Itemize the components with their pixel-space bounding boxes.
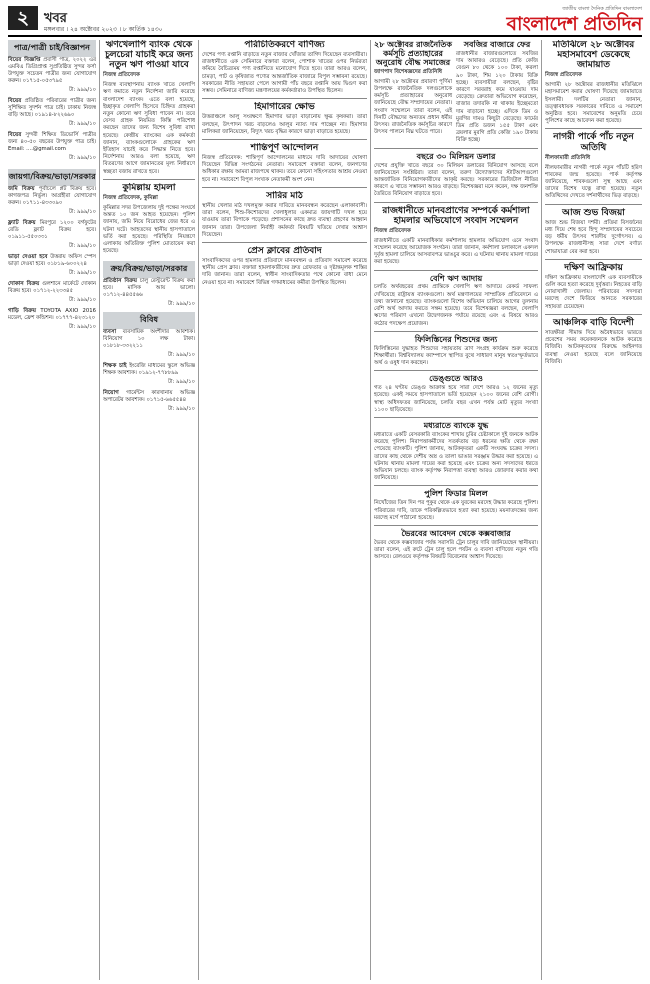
story-body: স্থানীয় খেলার মাঠ দখলমুক্ত করার দাবিতে মানববন্ধন করেছেন এলাকাবাসী। তারা বলেন, শিশু-কিশোরদের খেলাধুলার একমাত্র জায়গাটি দখল হয়ে যাওয়ায় তারা বিপাকে পড়েছে। প্রশাসনের কাছে দ্রুত ব্যবস্থা গ্রহণের আহ্বান জানান তারা। উপজেলা নির্বাহী কর্মকর্তা বিষয়টি খতিয়ে দেখার আশ্বাস দিয়েছেন।: [202, 202, 367, 238]
story-body: উত্তরাঞ্চলে আলু সংরক্ষণে হিমাগার ভাড়া বাড়ানোয় ক্ষুব্ধ কৃষকরা। তারা বলছেন, উৎপাদন খরচ বাড়লেও আলুর ন্যায্য দাম পাচ্ছেন না। হিমাগার মালিকরা জানিয়েছেন, বিদ্যুৎ খরচ বৃদ্ধির কারণে ভাড়া বাড়াতে হয়েছে।: [202, 114, 367, 135]
news-story[interactable]: [374, 529, 538, 562]
story-headline[interactable]: শান্তিপূর্ণ আন্দোলন: [250, 142, 319, 153]
ad-price: টা: ৯৯৯/১০: [168, 352, 195, 359]
column-divider: [99, 40, 100, 980]
story-body: নীলফামারীর নাগরী পার্কে নতুন পাঁচটি হরিণ শাবকের জন্ম হয়েছে। পার্ক কর্তৃপক্ষ জানিয়েছে, শাবকগুলো সুস্থ আছে এবং তাদের বিশেষ যত্নে রাখা হয়েছে। নতুন অতিথিদের দেখতে দর্শনার্থীদের ভিড় বাড়ছে।: [545, 164, 642, 200]
news-story[interactable]: [374, 421, 538, 482]
story-headline[interactable]: ফিলিস্তিনের শিশুদের জন্য: [414, 333, 498, 344]
story-headline[interactable]: মধ্যরাতে ব্যাংকে যুদ্ধ: [423, 420, 489, 431]
story-headline[interactable]: কুমিল্লায় হামলা: [122, 182, 176, 193]
story-headline[interactable]: ২৮ অক্টোবর রাজনৈতিক কর্মসূচি প্রত্যাহারের অনুরোধ বৌদ্ধ সমাজের: [374, 40, 453, 67]
top-stories-row: [374, 40, 538, 145]
news-story[interactable]: [103, 40, 195, 176]
ad-title: ফ্ল্যাট বিক্রয়: [8, 220, 36, 226]
ad-price: টা: ৯৯৯/১০: [69, 243, 96, 249]
story-byline: নিজস্ব প্রতিবেদক: [103, 72, 140, 79]
story-body: ফিলিস্তিনের যুদ্ধাহত শিশুদের সহায়তায় ত্রাণ সংগ্রহ কার্যক্রম শুরু করেছে শিক্ষার্থীরা। বিশ্ববিদ্যালয় ক্যাম্পাসে স্থাপিত বুথে সাধারণ মানুষ স্বতঃস্ফূর্তভাবে অর্থ ও ওষুধ দান করছেন।: [374, 345, 538, 367]
story-separator: [374, 202, 538, 203]
ad-title: ব্যবসা: [103, 329, 117, 336]
story-separator: [545, 204, 642, 205]
story-headline[interactable]: পরিচিতিকরণে বাণিজ্য: [244, 40, 325, 50]
column-three: [202, 40, 367, 978]
ad-text: সুন্দরী শিক্ষিত ডিভোর্সি পাত্রীর জন্য ৪০-৫০ বছরের উপযুক্ত পাত্র চাই। Email: ....@gmail.com: [8, 132, 96, 152]
story-separator: [545, 128, 642, 129]
news-story[interactable]: [202, 246, 367, 287]
news-story[interactable]: [202, 40, 367, 95]
classified-ad: [8, 132, 96, 163]
classified-header: বিবিধ: [103, 312, 195, 329]
ad-price: টা: ৯৯৯/১০: [69, 155, 96, 161]
story-separator: [545, 314, 642, 315]
classified-header: ক্রয়/বিক্রয়/ভাড়া/সরকার: [103, 261, 195, 278]
story-separator: [202, 139, 367, 140]
story-body: আজ শুভ বিজয়া দশমী। প্রতিমা বিসর্জনের মধ্য দিয়ে শেষ হবে হিন্দু সম্প্রদায়ের সবচেয়ে বড় ধর্মীয় উৎসব শারদীয় দুর্গোৎসব। এ উপলক্ষে রাজধানীসহ সারা দেশে বর্ণাঢ্য শোভাযাত্রা বের করা হবে।: [545, 219, 642, 255]
story-body: মধ্যরাতে একটি বেসরকারি ব্যাংকের শাখায় চুরির চেষ্টাকালে দুই জনকে আটক করেছে পুলিশ। নিরাপত্তাকর্মীদের সতর্কতায় বড় ধরনের ক্ষতি থেকে রক্ষা পেয়েছে ব্যাংকটি। পুলিশ জানায়, আটককৃতরা একটি সংঘবদ্ধ চক্রের সদস্য। তাদের কাছ থেকে দেশীয় অস্ত্র ও তালা ভাঙার সরঞ্জাম উদ্ধার করা হয়েছে। এ ঘটনায় থানায় মামলা দায়ের করা হয়েছে এবং চক্রের অন্য সদস্যদের ধরতে অভিযান চলছে। ব্যাংক কর্তৃপক্ষ নিরাপত্তা ব্যবস্থা আরও জোরদার করার কথা জানিয়েছে।: [374, 431, 538, 482]
news-story[interactable]: [374, 40, 452, 145]
classified-ad: [8, 186, 96, 217]
ad-text: ইংরেজি মাধ্যমের স্কুলে অভিজ্ঞ শিক্ষক আবশ্যক। ০১৯১২-৭৭৮৮৯৯: [103, 363, 195, 377]
classified-ad: [8, 281, 96, 305]
classified-ad: [8, 57, 96, 95]
story-body: রাজধানীর বাজারগুলোতে সবজির দাম আবারও বেড়েছে। প্রতি কেজি বেগুন ৮০ থেকে ১০০ টাকা, করলা ৯০ টাকা, শিম ১২০ টাকায় বিক্রি হচ্ছে। ব্যবসায়ীরা বলছেন, বৃষ্টির কারণে সরবরাহ কমে যাওয়ায় দাম বেড়েছে। ক্রেতারা অভিযোগ করেছেন, বাজার তদারকি না থাকায় ইচ্ছেমতো দাম বাড়ানো হচ্ছে। এদিকে ডিম ও মুরগির দামও কিছুটা বেড়েছে। ফার্মের ডিম প্রতি ডজন ১৫৫ টাকা এবং ব্রয়লার মুরগি প্রতি কেজি ১৯০ টাকায় বিক্রি হচ্ছে।: [456, 50, 538, 144]
story-headline[interactable]: রাজধানীতে মানবপ্রাণের সম্পর্কে কর্মশালা হামলার অভিযোগে সংবাদ সম্মেলন: [382, 205, 530, 226]
classified-ad: [8, 220, 96, 251]
news-story[interactable]: [202, 191, 367, 239]
column-two: [103, 40, 195, 978]
logo-tagline: জাতীয় বাংলা দৈনিক প্রতিদিন বাংলাদেশ: [562, 6, 642, 12]
story-byline: জাগপাদ বিশেষজ্ঞদের প্রতিনিধি: [374, 68, 443, 75]
story-headline[interactable]: ডেঙ্গুতে আরও: [429, 373, 483, 384]
news-story[interactable]: [374, 489, 538, 522]
story-separator: [545, 259, 642, 260]
ad-text: মিরপুরে ১২০০ বর্গফুটের রেডি ফ্ল্যাট বিক্রয় হবে। ০১৯১১-৫৫০৩৩১: [8, 220, 96, 240]
story-byline: নিজস্ব প্রতিবেদক, কুমিল্লা: [103, 194, 158, 201]
column-divider: [541, 40, 542, 980]
story-headline[interactable]: দক্ষিণ আফ্রিকায়: [564, 262, 623, 273]
ad-title: প্রতিষ্ঠান বিক্রয়: [103, 278, 138, 285]
story-separator: [374, 331, 538, 332]
story-separator: [374, 270, 538, 271]
story-headline[interactable]: ভৈরবের আবেদন থেকে কক্সবাজার: [401, 527, 511, 538]
classified-ad: [103, 390, 195, 414]
column-divider: [198, 40, 199, 980]
story-body: দক্ষিণ আফ্রিকায় বাংলাদেশি এক ব্যবসায়ীকে গুলি করে হত্যা করেছে দুর্বৃত্তরা। নিহতের বাড়ি নোয়াখালী জেলায়। পরিবারের সদস্যরা মরদেহ দেশে ফিরিয়ে আনতে সরকারের সহায়তা চেয়েছেন।: [545, 274, 642, 310]
story-body: দেশের পণ্য রপ্তানি বাড়াতে নতুন বাজার খোঁজার তাগিদ দিয়েছেন ব্যবসায়ীরা। রাজধানীতে এক সেমিনারে বক্তারা বলেন, পোশাক খাতের ওপর নির্ভরতা কমিয়ে বৈচিত্র্যময় পণ্য রপ্তানিতে মনোযোগ দিতে হবে। তারা আরও বলেন, চামড়া, পাট ও কৃষিজাত পণ্যের আন্তর্জাতিক বাজারে বিপুল সম্ভাবনা রয়েছে। সরকারের নীতি সহায়তা পেলে আগামী পাঁচ বছরে রপ্তানি আয় দ্বিগুণ করা সম্ভব। সেমিনারে বাণিজ্য মন্ত্রণালয়ের কর্মকর্তারাও উপস্থিত ছিলেন।: [202, 52, 367, 95]
ad-price: টা: ৯৯৯/১০: [69, 270, 96, 276]
story-headline[interactable]: সারির মাঠ: [266, 190, 303, 201]
ad-text: TOYOTA AXIO 2016 মডেল, ফ্রেশ কন্ডিশন। ০১৭৭৭-৪২৩১২০: [8, 308, 96, 321]
news-story[interactable]: [103, 183, 195, 256]
ad-text: পূর্বাচলে প্লট বিক্রয় হবে। কাগজপত্র নির্ভুল। আগ্রহীরা যোগাযোগ করুন। ০১৭১১-৪৩৩০৯০: [8, 186, 96, 206]
story-separator: [374, 148, 538, 149]
column-divider: [370, 40, 371, 980]
classified-ad: [103, 329, 195, 360]
story-body: নিজস্ব ব্যবস্থাপনায় ব্যাংক খাতে খেলাপি ঋণ কমাতে নতুন নির্দেশনা জারি করেছে বাংলাদেশ ব্যাংক। এতে বলা হয়েছে, ইচ্ছাকৃত খেলাপি হিসেবে চিহ্নিত গ্রাহকরা নতুন কোনো ঋণ সুবিধা পাবেন না। তবে যেসব গ্রাহক নিয়মিত কিস্তি পরিশোধ করছেন তাদের জন্য বিশেষ সুবিধা রাখা হয়েছে। কেন্দ্রীয় ব্যাংকের এক কর্মকর্তা জানান, ব্যাংকগুলোকে গ্রাহকের ঋণ ইতিহাস যাচাই করে সিদ্ধান্ত নিতে হবে। নির্দেশনায় আরও বলা হয়েছে, ঋণ বিতরণের আগে জামানতের মূল্য নির্ধারণে স্বচ্ছতা বজায় রাখতে হবে।: [103, 82, 195, 175]
ad-text: ব্যবসায়িক অংশীদার আবশ্যক। বিনিয়োগ ১০ লক্ষ টাকা। ০১৮১৮-৩৩২২১১: [103, 329, 195, 350]
story-body: আগামী ২৮ অক্টোবর প্রবারণা পূর্ণিমা উপলক্ষে রাজনৈতিক দলগুলোকে কর্মসূচি প্রত্যাহারের অনুরোধ জানিয়েছে বৌদ্ধ সম্প্রদায়ের নেতারা। সংবাদ সম্মেলনে তারা বলেন, এই দিনটি বৌদ্ধদের অন্যতম প্রধান ধর্মীয় উৎসব। রাজনৈতিক কর্মসূচির কারণে উৎসব পালনে বিঘ্ন ঘটতে পারে।: [374, 78, 452, 136]
story-headline[interactable]: হিমাগারের ক্ষোভ: [254, 102, 315, 113]
ad-title: জমি বিক্রয়: [8, 186, 35, 192]
story-body: কুমিল্লার সদর উপজেলায় দুই পক্ষের সংঘর্ষে অন্তত ১০ জন আহত হয়েছেন। পুলিশ জানায়, জমি নিয়ে বিরোধের জের ধরে এ ঘটনা ঘটে। আহতদের স্থানীয় হাসপাতালে ভর্তি করা হয়েছে। পরিস্থিতি নিয়ন্ত্রণে এলাকায় অতিরিক্ত পুলিশ মোতায়েন করা হয়েছে।: [103, 204, 195, 255]
masthead: [8, 6, 642, 35]
story-body: নিখোঁজের তিন দিন পর পুকুর থেকে এক যুবকের মরদেহ উদ্ধার করেছে পুলিশ। পরিবারের দাবি, তাকে পরিকল্পিতভাবে হত্যা করা হয়েছে। ময়নাতদন্তের জন্য মরদেহ মর্গে পাঠানো হয়েছে।: [374, 500, 538, 521]
story-separator: [374, 417, 538, 418]
story-headline[interactable]: ঋণখেলাপি ব্যাংক থেকে চুলচেরা যাচাই করে জন্য নতুন ঋণ পাওয়া যাবে: [105, 40, 193, 71]
ad-text: গুলশানে মার্কেটে দোকান বিক্রয় হবে। ০১৭১২-২২৩৩৪৫: [8, 281, 96, 294]
ad-price: টা: ৯৯৯/১০: [69, 297, 96, 303]
ad-title: দোকান বিক্রয়: [8, 281, 40, 287]
news-story[interactable]: [545, 208, 642, 256]
story-headline[interactable]: নাগরী পার্কে পাঁচ নতুন অতিথি: [553, 132, 634, 153]
story-headline[interactable]: বেশি ঋণ আদায়: [429, 272, 483, 283]
story-body: ভৈরব থেকে কক্সবাজার পর্যন্ত সরাসরি ট্রেন চালুর দাবি জানিয়েছেন স্থানীয়রা। তারা বলেন, এই রুটে ট্রেন চালু হলে পর্যটন ও ব্যবসা বাণিজ্যে নতুন গতি আসবে। রেলওয়ে কর্তৃপক্ষ বিষয়টি বিবেচনার আশ্বাস দিয়েছে।: [374, 539, 538, 561]
ad-title: শিক্ষক চাই: [103, 363, 127, 370]
story-separator: [202, 187, 367, 188]
story-separator: [202, 242, 367, 243]
ad-price: টা: ৯৯৯/১০: [69, 209, 96, 215]
news-story[interactable]: [202, 102, 367, 136]
masthead-rule: [8, 35, 642, 37]
ad-price: টা: ৯৯৯/১০: [168, 379, 195, 386]
classified-header: পাত্র/পাত্রী চাই/বিজ্ঞাপন: [8, 40, 96, 57]
news-story[interactable]: [374, 152, 538, 199]
ad-price: টা: ৯৯৯/১০: [69, 324, 96, 330]
classified-ad: [103, 363, 195, 387]
classifieds-column: [8, 40, 96, 978]
story-headline[interactable]: আঞ্চলিক বাড়ি বিদেশী: [553, 317, 634, 328]
story-headline[interactable]: প্রেস ক্লাবের প্রতিবাদ: [247, 245, 322, 256]
story-byline: নীলফামারী প্রতিনিধি: [545, 154, 591, 161]
story-headline[interactable]: আজ শুভ বিজয়া: [562, 207, 625, 218]
story-body: রাজধানীতে একটি মানবাধিকার কর্মশালায় হামলার অভিযোগ এনে সংবাদ সম্মেলন করেছে আয়োজক সংগঠন। তারা জানান, কর্মশালা চলাকালে একদল দুর্বৃত্ত হামলা চালিয়ে আসবাবপত্র ভাঙচুর করে। এ ঘটনায় থানায় মামলা দায়ের করা হয়েছে।: [374, 237, 538, 266]
column-five: [545, 40, 642, 978]
story-body: আগামী ২৮ অক্টোবর রাজধানীর মতিঝিলে মহাসমাবেশ করার ঘোষণা দিয়েছে জামায়াতে ইসলামী। দলটির নেতারা জানান, তত্ত্বাবধায়ক সরকারের দাবিতে এ সমাবেশ অনুষ্ঠিত হবে। সমাবেশের অনুমতি চেয়ে পুলিশের কাছে আবেদন করা হয়েছে।: [545, 82, 642, 125]
story-separator: [103, 179, 195, 180]
news-story[interactable]: [374, 335, 538, 368]
ad-text: গার্মেন্টস কারখানায় অভিজ্ঞ অপারেটর আবশ্যক। ০১৭১৫-৬৬৫৫৪৪: [103, 390, 195, 404]
ad-title: নিয়োগ: [103, 390, 119, 397]
story-headline[interactable]: বছরে ৩০ মিলিয়ন ডলার: [416, 150, 496, 161]
ad-title: বিয়ের: [8, 132, 22, 138]
column-four: [374, 40, 538, 978]
news-story[interactable]: [456, 40, 538, 145]
ad-title: বিয়ের বিজ্ঞপ্তি: [8, 57, 41, 63]
classified-ad: [8, 98, 96, 129]
news-story[interactable]: [202, 143, 367, 184]
news-story[interactable]: [545, 318, 642, 366]
classified-header: জায়গা/বিক্রয়/ভাড়া/সরকার: [8, 169, 96, 186]
news-story[interactable]: [374, 206, 538, 267]
story-body: চলতি অর্থবছরের প্রথম প্রান্তিকে খেলাপি ঋণ আদায়ে রেকর্ড সাফল্য দেখিয়েছে রাষ্ট্রায়ত্ত ব্যাংকগুলো। অর্থ মন্ত্রণালয়ের সাম্প্রতিক প্রতিবেদনে এ তথ্য জানানো হয়েছে। ব্যাংকগুলো বিশেষ অভিযান চালিয়ে আগের তুলনায় বেশি অর্থ আদায় করতে সক্ষম হয়েছে। তবে বিশেষজ্ঞরা বলছেন, খেলাপি ঋণের পরিমাণ এখনো উদ্বেগজনক পর্যায়ে রয়েছে এবং এ বিষয়ে আরও কঠোর পদক্ষেপ প্রয়োজন।: [374, 284, 538, 327]
news-story[interactable]: [545, 40, 642, 125]
newspaper-logo[interactable]: [470, 6, 642, 35]
story-body: নিজস্ব প্রতিবেদক: শান্তিপূর্ণ আন্দোলনের মাধ্যমে দাবি আদায়ের ঘোষণা দিয়েছেন বিভিন্ন সংগঠনের নেতারা। সমাবেশে বক্তারা বলেন, জনগণের অধিকার রক্ষায় আমরা রাজপথে থাকব। তবে কোনো সহিংসতার আশ্রয় নেওয়া হবে না। সমাবেশে বিপুল সংখ্যক নেতাকর্মী অংশ নেন।: [202, 155, 367, 183]
page-number: ২: [8, 6, 38, 30]
story-body: সাতক্ষীরা সীমান্ত দিয়ে অবৈধভাবে ভারতে প্রবেশের সময় কয়েকজনকে আটক করেছে বিজিবি। আটককৃতদের বিরুদ্ধে আইনগত ব্যবস্থা নেওয়া হয়েছে বলে জানিয়েছে বিজিবি।: [545, 329, 642, 365]
story-separator: [374, 370, 538, 371]
classified-ad: [8, 254, 96, 278]
story-byline: নিজস্ব প্রতিবেদক: [374, 227, 411, 234]
section-name: খবর: [44, 11, 67, 26]
story-headline[interactable]: মতিঝিলে ২৮ অক্টোবর মহাসমাবেশ ডেকেছে জামায়াত: [552, 40, 635, 71]
ad-title: বিয়ের: [8, 98, 22, 104]
ad-text: প্রবাসী পাত্র, ২০২২ এর এমবিএ ডিগ্রিপ্রাপ্ত সুপ্রতিষ্ঠিত সুন্দর ফর্সা উপযুক্ত সচেতন পাত্রীর জন্য যোগাযোগ করুন। ০১৭১৫-০৫৩৭৯৫: [8, 57, 96, 84]
ad-text: চালু রেস্টুরেন্ট বিক্রয় করা হবে। মাসিক আয় ভালো। ০১৭১২-৪৪৫৫৬৬: [103, 278, 195, 299]
story-headline[interactable]: সবজির বাজারে ফের: [463, 40, 531, 49]
ad-price: টা: ৯৯৯/১০: [69, 121, 96, 127]
news-story[interactable]: [374, 274, 538, 328]
ad-text: প্রতিষ্ঠিত পরিবারের পাত্রীর জন্য সুশিক্ষিত সুদর্শন পাত্র চাই। ঢাকায় নিজস্ব বাড়ি আছে। ০১৯১৪-৮২২৬৯০: [8, 98, 96, 118]
ad-price: টা: ৯৯৯/১০: [69, 87, 96, 93]
classified-ad: [8, 308, 96, 332]
logo-text: বাংলাদেশ প্রতিদিন: [506, 13, 642, 35]
story-separator: [202, 98, 367, 99]
ad-title: গাড়ি বিক্রয়: [8, 308, 37, 314]
news-story[interactable]: [374, 374, 538, 414]
story-separator: [374, 485, 538, 486]
date-line: মঙ্গলবার । ২৪ অক্টোবর ২০২৩ । ৮ কার্তিক ১৪৩০: [44, 26, 163, 33]
story-body: সাংবাদিকদের ওপর হামলার প্রতিবাদে মানববন্ধন ও প্রতিবাদ সমাবেশ করেছে স্থানীয় প্রেস ক্লাব। বক্তারা হামলাকারীদের দ্রুত গ্রেফতার ও দৃষ্টান্তমূলক শাস্তির দাবি জানান। তারা বলেন, স্বাধীন সাংবাদিকতার পথে কোনো বাধা মেনে নেওয়া হবে না। সমাবেশে বিভিন্ন গণমাধ্যমের কর্মীরা উপস্থিত ছিলেন।: [202, 258, 367, 286]
story-separator: [374, 525, 538, 526]
ad-title: ভাড়া দেওয়া হবে: [8, 254, 48, 260]
story-body: দেশের প্রযুক্তি খাতে বছরে ৩০ মিলিয়ন ডলারের বিনিয়োগ আসছে বলে জানিয়েছেন সংশ্লিষ্টরা। তারা বলেন, তরুণ উদ্যোক্তাদের স্টার্টআপগুলো আন্তর্জাতিক বিনিয়োগকারীদের আকৃষ্ট করছে। সরকারের ডিজিটাল নীতির কারণে এ খাতে সম্ভাবনা আরও বাড়ছে। বিশেষজ্ঞরা মনে করেন, দক্ষ জনশক্তি তৈরিতে বিনিয়োগ বাড়াতে হবে।: [374, 162, 538, 198]
ad-price: টা: ৯৯৯/১০: [168, 301, 195, 308]
ad-price: টা: ৯৯৯/১০: [168, 406, 195, 413]
story-headline[interactable]: পুলিশ ফিডার মিলল: [424, 488, 488, 499]
story-body: গত ২৪ ঘণ্টায় ডেঙ্গু আক্রান্ত হয়ে সারা দেশে আরও ১২ জনের মৃত্যু হয়েছে। একই সময়ে হাসপাতালে ভর্তি হয়েছেন ২১০০ জনের বেশি রোগী। স্বাস্থ্য অধিদফতর জানিয়েছে, চলতি বছর এখন পর্যন্ত মোট মৃত্যুর সংখ্যা ১১০০ ছাড়িয়েছে।: [374, 385, 538, 413]
news-story[interactable]: [545, 263, 642, 311]
classified-ad: [103, 278, 195, 309]
news-story[interactable]: [545, 132, 642, 200]
ad-text: উত্তরায় অফিস স্পেস ভাড়া দেওয়া হবে। ০১৮১৯-৬০০২২৪: [8, 254, 96, 267]
story-byline: নিজস্ব প্রতিবেদক: [545, 72, 582, 79]
